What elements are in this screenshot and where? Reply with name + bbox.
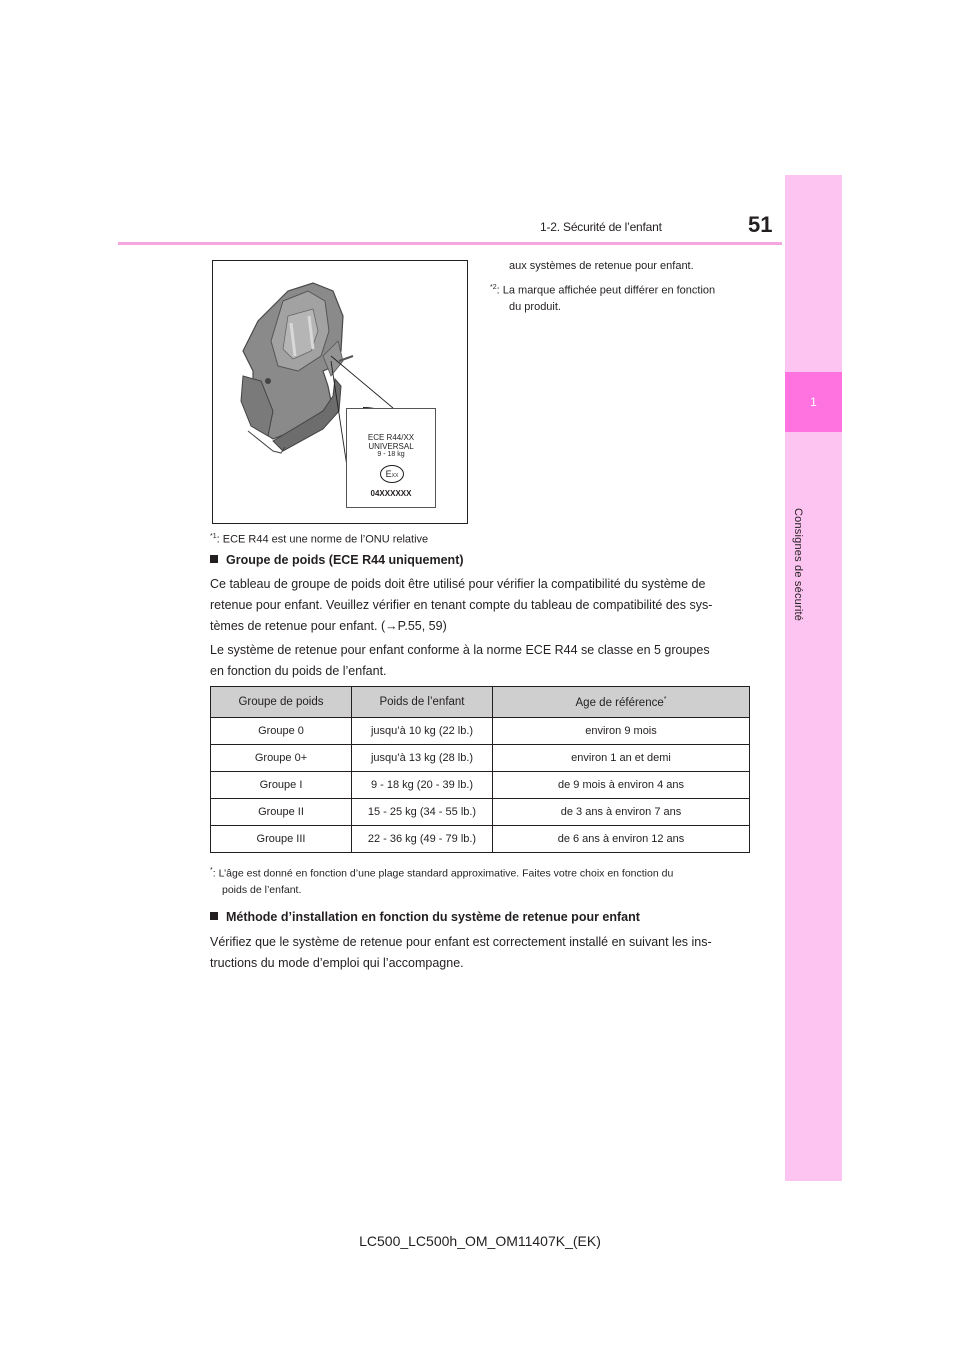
note1 (210, 527, 428, 550)
table-row (211, 745, 750, 772)
table-note-continuation: poids de l’enfant. (222, 884, 302, 896)
section-heading-weight-group (210, 553, 464, 567)
table-cell: de 6 ans à environ 12 ans (493, 826, 750, 853)
table-cell: 15 - 25 kg (34 - 55 lb.) (352, 799, 493, 826)
text-run: tèmes de retenue pour enfant. ( (210, 619, 386, 633)
table-row (211, 799, 750, 826)
column-header-text: Age de référence (575, 696, 664, 709)
page-number: 51 (748, 212, 773, 237)
paragraph-line: tructions du mode d’emploi qui l’accompagne. (210, 956, 464, 970)
note2-continuation: du produit. (509, 301, 561, 313)
label-line3: 9 - 18 kg (377, 451, 405, 458)
square-bullet-icon (210, 555, 218, 563)
table-row (211, 718, 750, 745)
table-cell: Groupe II (211, 799, 352, 826)
table-cell: environ 1 an et demi (493, 745, 750, 772)
approval-mark-sub: XX (391, 473, 399, 479)
paragraph-line: Vérifiez que le système de retenue pour enfant est correctement installé en suivant les ins- (210, 935, 712, 949)
approval-mark-icon (380, 465, 404, 483)
section-title: 1-2. Sécurité de l’enfant (540, 220, 662, 234)
square-bullet-icon (210, 912, 218, 920)
table-cell: jusqu’à 13 kg (28 lb.) (352, 745, 493, 772)
note1-mark: *1 (210, 533, 217, 540)
table-cell: 22 - 36 kg (49 - 79 lb.) (352, 826, 493, 853)
section-heading-text: Groupe de poids (ECE R44 uniquement) (226, 553, 464, 567)
table-row (211, 826, 750, 853)
chapter-label: Consignes de sécurité (792, 508, 804, 622)
column-header: Poids de l’enfant (352, 687, 493, 718)
table-cell: Groupe III (211, 826, 352, 853)
arrow-right-icon: → (385, 619, 398, 633)
paragraph-installation (210, 932, 712, 974)
note2-mark: *2 (490, 284, 497, 291)
table-note-mark: * (210, 867, 213, 874)
chapter-side-tab (785, 175, 842, 1181)
table-cell: 9 - 18 kg (20 - 39 lb.) (352, 772, 493, 799)
approval-mark-letter: E (385, 469, 392, 479)
table-header-row (211, 687, 750, 718)
document-code: LC500_LC500h_OM_OM11407K_(EK) (359, 1233, 601, 1249)
table-cell: jusqu’à 10 kg (22 lb.) (352, 718, 493, 745)
table-note-text: : L’âge est donné en fonction d’une plage standard approximative. Faites votre choix en fonction du (212, 867, 674, 880)
ece-label-box (346, 408, 436, 508)
table-cell: de 3 ans à environ 7 ans (493, 799, 750, 826)
section-heading-text: Méthode d’installation en fonction du système de retenue pour enfant (226, 910, 640, 924)
weight-group-table (210, 686, 750, 853)
note1-continuation: aux systèmes de retenue pour enfant. (509, 260, 694, 272)
header-rule (118, 242, 782, 245)
paragraph-line: retenue pour enfant. Veuillez vérifier en tenant compte du tableau de compatibilité des sys- (210, 598, 713, 612)
paragraph-intro (210, 574, 712, 637)
paragraph-line: Ce tableau de groupe de poids doit être utilisé pour vérifier la compatibilité du système de (210, 577, 706, 591)
label-line1: ECE R44/XX (367, 433, 415, 442)
label-line2: UNIVERSAL (368, 442, 414, 451)
chapter-number: 1 (810, 395, 817, 409)
paragraph-line: Le système de retenue pour enfant conforme à la norme ECE R44 se classe en 5 groupes (210, 643, 710, 657)
table-cell: de 9 mois à environ 4 ans (493, 772, 750, 799)
table-cell: Groupe 0 (211, 718, 352, 745)
label-code: 04XXXXXX (370, 489, 412, 498)
page-reference-link[interactable]: P.55, 59) (397, 619, 447, 633)
paragraph-line (210, 616, 712, 637)
table-cell: Groupe 0+ (211, 745, 352, 772)
table-row (211, 772, 750, 799)
column-header (493, 687, 750, 718)
column-header: Groupe de poids (211, 687, 352, 718)
paragraph-line: en fonction du poids de l’enfant. (210, 664, 387, 678)
table-cell: Groupe I (211, 772, 352, 799)
note2-text: : La marque affichée peut différer en fonction (496, 284, 716, 297)
column-header-mark: * (663, 695, 667, 703)
note1-text: : ECE R44 est une norme de l’ONU relative (216, 533, 429, 546)
paragraph-groups (210, 640, 710, 682)
table-cell: environ 9 mois (493, 718, 750, 745)
section-heading-installation (210, 910, 640, 924)
